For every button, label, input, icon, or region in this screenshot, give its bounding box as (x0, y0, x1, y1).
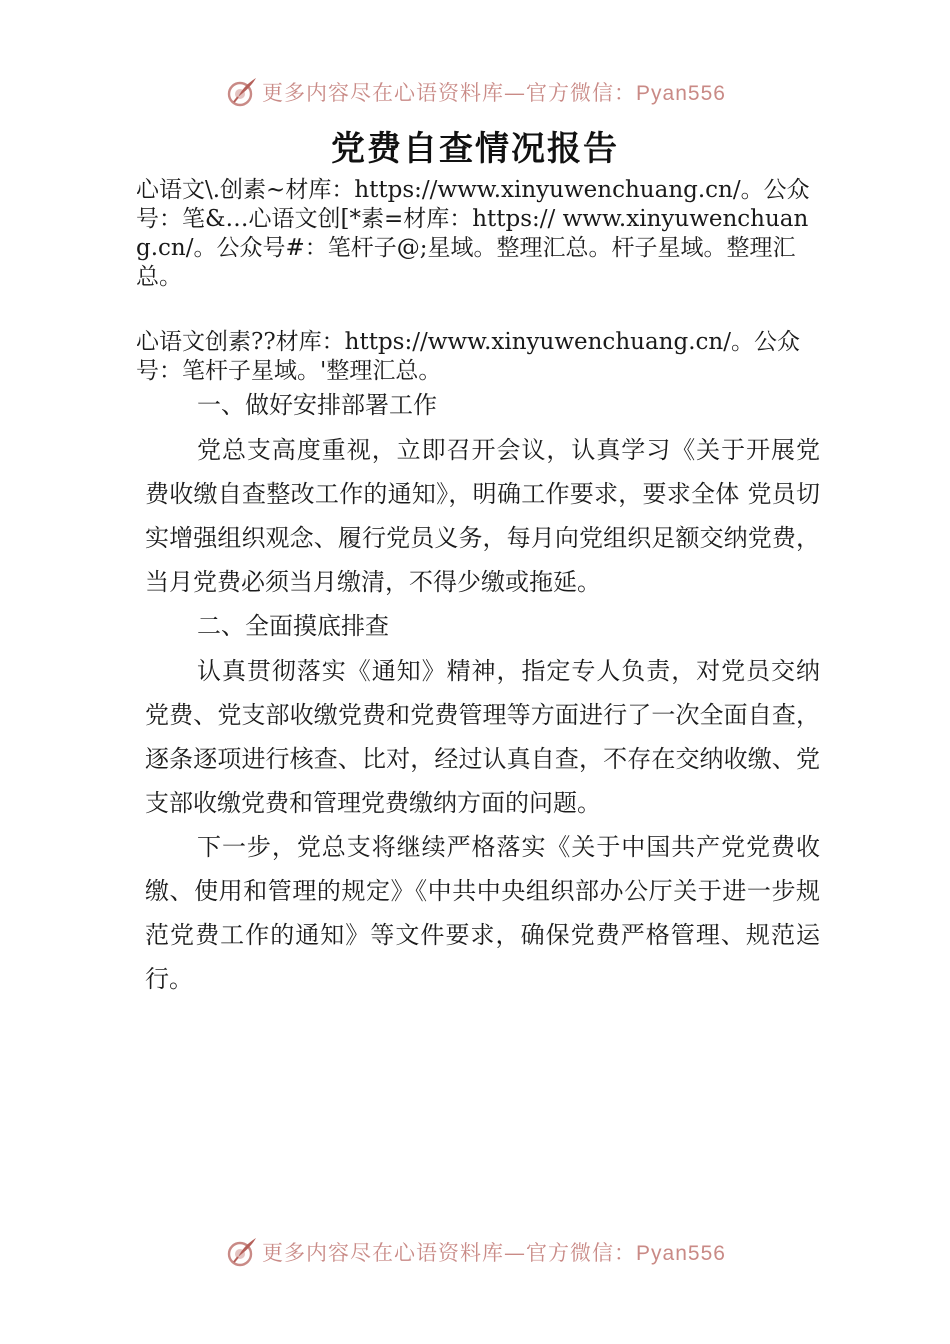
closing-paragraph: 下一步，党总支将继续严格落实《关于中国共产党党费收缴、使用和管理的规定》《中共中央组织部办公厅关于进一步规范党费工作的通知》等文件要求，确保党费严格管理、规范运行。 (145, 833, 820, 993)
intro-paragraph-2: 心语文创素??材库：https://www.xinyuwenchuang.cn/。公众号：笔杆子星域。'整理汇总。 (136, 329, 800, 384)
document-title: 党费自查情况报告 (331, 129, 619, 169)
banner-text: 更多内容尽在心语资料库—官方微信：Pyan556 (262, 1241, 726, 1265)
footer-banner (0, 1232, 950, 1272)
banner-account: Pyan556 (636, 1242, 726, 1265)
section-2-paragraph: 认真贯彻落实《通知》精神，指定专人负责，对党员交纳党费、党支部收缴党费和党费管理等方面进行了一次全面自查，逐条逐项进行核查、比对，经过认真自查，不存在交纳收缴、党支部收缴党费和管理党费缴纳方面的问题。 (145, 657, 820, 817)
section-1-paragraph: 党总支高度重视，立即召开会议，认真学习《关于开展党费收缴自查整改工作的通知》，明确工作要求，要求全体 党员切实增强组织观念、履行党员义务，每月向党组织足额交纳党费，当月党费必须当月缴清，不得少缴或拖延。 (145, 436, 820, 596)
intro-paragraph-1: 心语文\.创素~材库：https://www.xinyuwenchuang.cn/。公众号：笔&…心语文创[*素=材库：https:// www.xinyuwenchuang.cn/。公众号#：笔杆子@;星域。整理汇总。杆子星域。整理汇总。 (136, 177, 810, 290)
banner-account: Pyan556 (636, 82, 726, 105)
quill-logo-icon (224, 1235, 258, 1269)
header-banner (0, 72, 950, 112)
section-1-body (145, 428, 820, 604)
quill-logo-icon (224, 75, 258, 109)
section-2-body (145, 649, 820, 825)
section-1-heading: 一、做好安排部署工作 (197, 391, 437, 419)
section-2-heading: 二、全面摸底排查 (197, 612, 389, 640)
closing-body (145, 825, 820, 1001)
banner-text: 更多内容尽在心语资料库—官方微信：Pyan556 (262, 81, 726, 105)
